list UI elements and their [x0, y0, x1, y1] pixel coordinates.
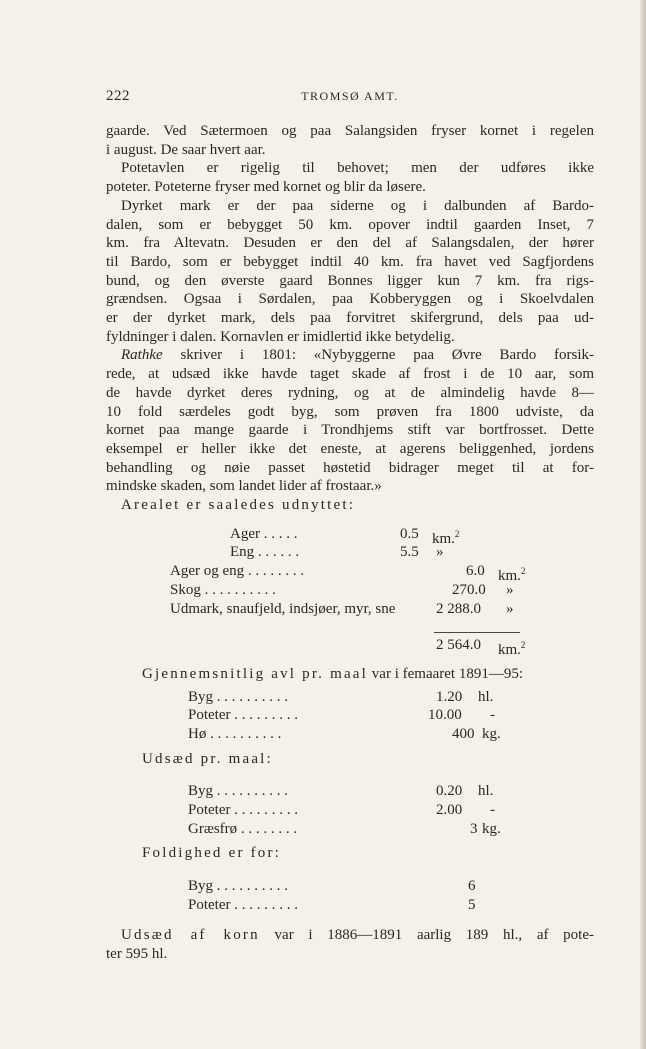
row-value: 3 [470, 820, 478, 837]
text-line: mindske skaden, som landet lider af frostaar.» [106, 478, 382, 495]
row-label: Udmark, snaufjeld, indsjøer, myr, sne [170, 600, 396, 617]
row-value: 0.20 [436, 783, 463, 800]
udsaed-row [106, 801, 594, 820]
text-line: km. fra Altevatn. Desuden er den del af Salangsdalen, der hører [106, 235, 594, 252]
udsaed-row [106, 820, 594, 839]
text-line: til Bardo, som er bebygget indtil 40 km. fra havet ved Sagfjordens [106, 253, 594, 270]
areal-row [106, 543, 594, 562]
text-line: de havde dyrket deres rydning, og at de almindelig havde 8— [106, 384, 594, 401]
row-value: 5 [468, 896, 476, 913]
row-label: Poteter . . . . . . . . . [188, 896, 298, 913]
running-title: TROMSØ AMT. [301, 89, 399, 103]
row-label: Poteter . . . . . . . . . [188, 707, 298, 724]
folds-heading: Foldighed er for: [142, 845, 282, 862]
text-line: er der dyrket mark, dels paa forvitret skifergrund, dels paa ud- [106, 310, 594, 327]
page-edge [640, 0, 646, 1049]
row-value: 400 [452, 725, 475, 742]
folds-section [106, 844, 594, 914]
row-unit: » [436, 544, 444, 561]
row-label: Byg . . . . . . . . . . [188, 783, 289, 800]
body-text [106, 122, 594, 515]
row-unit: » [506, 581, 514, 598]
udsaed-row [106, 782, 594, 801]
row-unit: kg. [482, 820, 501, 837]
text-line: Udsæd af korn var i 1886—1891 aarlig 189 hl., af pote- [121, 927, 595, 944]
text-line: gaarde. Ved Sætermoen og paa Salangsiden fryser kornet i regelen [106, 123, 594, 139]
text-line: 10 fold særdeles godt byg, som prøven fra 1800 udviste, da [106, 403, 594, 420]
row-unit: - [490, 707, 495, 724]
page-header [106, 88, 594, 108]
row-unit: » [506, 600, 514, 617]
row-label: Ager . . . . . [230, 525, 298, 542]
text-line: eksempel er heller ikke det eneste, at agerens beliggenhed, jordens [106, 440, 594, 457]
text-line: Dyrket mark er der paa siderne og i dalbunden af Bardo- [121, 197, 594, 214]
row-label: Byg . . . . . . . . . . [188, 688, 289, 705]
row-label: Græsfrø . . . . . . . . [188, 820, 298, 837]
row-label: Eng . . . . . . [230, 544, 300, 561]
row-value: 0.5 [400, 525, 419, 542]
folds-row [106, 896, 594, 915]
row-label: Poteter . . . . . . . . . [188, 802, 298, 819]
row-value: 2.00 [436, 802, 463, 819]
row-value: 5.5 [400, 544, 419, 561]
row-unit: kg. [482, 725, 501, 742]
avl-row [106, 688, 594, 707]
areal-row [106, 525, 594, 547]
row-value: 2 288.0 [436, 600, 481, 617]
avl-row [106, 706, 594, 725]
folds-row [106, 877, 594, 896]
row-value: 10.00 [428, 707, 462, 724]
areal-heading: Arealet er saaledes udnyttet: [121, 497, 356, 514]
row-unit: - [490, 802, 495, 819]
text-line: grændsen. Ogsaa i Sørdalen, paa Kobberyggen og i Skoelvdalen [106, 291, 594, 308]
text-line: rede, at udsæd ikke havde taget skade af frost i de 10 aar, som [106, 366, 594, 383]
areal-row [106, 562, 594, 585]
text-line: behandling og nøie passet høstetid bidrager meget til at for- [106, 459, 594, 476]
total-unit: km.$^2$ [498, 640, 526, 659]
quote-start: skriver i 1801: «Nybyggerne paa Øvre Bardo forsik- [180, 347, 594, 364]
row-unit: hl. [478, 688, 494, 705]
udsaed-section [106, 750, 594, 839]
closing-paragraph [106, 926, 594, 963]
areal-row [106, 600, 594, 619]
areal-total [106, 636, 594, 659]
row-value: 1.20 [436, 688, 463, 705]
book-page [106, 88, 594, 964]
text-line: ter 595 hl. [106, 946, 168, 963]
author-name: Rathke [121, 347, 163, 364]
row-value: 6 [468, 878, 476, 895]
avl-heading: Gjennemsnitlig avl pr. maal var i femaaret 1891—95: [142, 665, 523, 682]
row-label: Byg . . . . . . . . . . [188, 878, 289, 895]
total-value: 2 564.0 [436, 637, 481, 654]
page-number: 222 [106, 88, 130, 104]
row-label: Hø . . . . . . . . . . [188, 725, 282, 742]
text-line [106, 346, 594, 365]
text-line: bund, og den øverste gaard Bonnes ligger kun 7 km. fra rigs- [106, 272, 594, 289]
areal-table [106, 525, 594, 659]
text-line: fyldninger i dalen. Kornavlen er imidlertid ikke betydelig. [106, 328, 455, 345]
row-label: Ager og eng . . . . . . . . [170, 563, 305, 580]
udsaed-heading: Udsæd pr. maal: [142, 750, 273, 767]
areal-row [106, 581, 594, 600]
row-value: 270.0 [452, 581, 486, 598]
row-value: 6.0 [466, 563, 485, 580]
text-line: Potetavlen er rigelig til behovet; men der udføres ikke [121, 160, 594, 177]
text-line: dalen, som er bebygget 50 km. opover indtil gaarden Inset, 7 [106, 216, 594, 233]
text-line: kornet paa mange gaarde i Trondhjems stift var bortfrosset. Dette [106, 422, 594, 439]
text-line: poteter. Poteterne fryser med kornet og blir da løsere. [106, 179, 426, 196]
sum-rule [434, 632, 520, 633]
row-unit: hl. [478, 783, 494, 800]
row-unit: km.$^2$ [498, 566, 526, 585]
row-label: Skog . . . . . . . . . . [170, 581, 276, 598]
text-line: i august. De saar hvert aar. [106, 141, 266, 158]
avl-section [106, 665, 594, 744]
row-unit: km.$^2$ [432, 528, 460, 547]
avl-row [106, 725, 594, 744]
